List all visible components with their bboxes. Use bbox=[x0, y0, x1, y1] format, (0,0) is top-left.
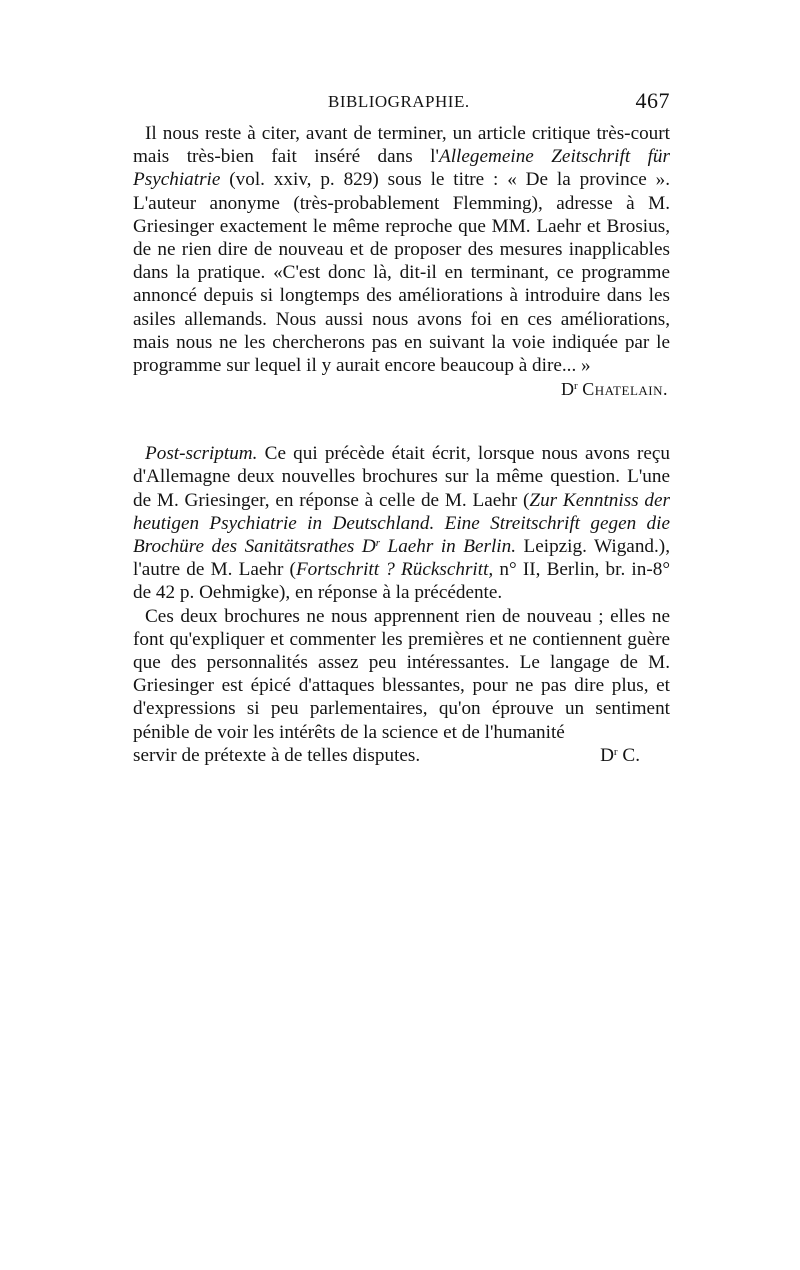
paragraph-text: Ces deux brochures ne nous apprennent rien de nouveau ; elles ne font qu'expliquer et commenter les premières et ne contiennent guère que des personnalités assez peu intéressantes. Le langage de M. Griesinger est épicé d'attaques blessantes, pour ne pas dire plus, et d'expressions si peu parlementaires, qu'on éprouve un sentiment pénible de voir les intérêts de la science et de l'humanité bbox=[133, 605, 670, 743]
page bbox=[133, 88, 670, 767]
brochure-title-end: Laehr in Berlin. bbox=[380, 536, 517, 558]
closing-line bbox=[133, 744, 670, 767]
paragraph-text: Ce qui précède était écrit, lorsque nous avons reçu d'Allemagne deux nouvelles brochures sur la même question. L'une de M. Griesinger, en réponse à celle de M. Laehr ( bbox=[133, 443, 670, 511]
paragraph-text: n° II, Berlin, br. in-8° de 42 p. Oehmigke), en réponse à la précédente. bbox=[133, 559, 670, 604]
signature-chatelain bbox=[133, 377, 670, 401]
brochure-title-sup: r bbox=[375, 537, 381, 550]
journal-title: Allegemeine Zeitschrift für Psychiatrie bbox=[133, 146, 670, 191]
paragraph-text: Leipzig. Wigand.), l'autre de M. Laehr ( bbox=[133, 536, 670, 581]
signature-title: D bbox=[561, 379, 575, 400]
paragraph-text: (vol. xxiv, p. 829) sous le titre : « De la province ». L'auteur anonyme (très-probablement Flemming), adresse à M. Griesinger exactement le même reproche que MM. Laehr et Brosius, de ne rien dire de nouveau et de proposer des mesures inapplicables dans la pratique. «C'est donc là, dit-il en terminant, ce programme annoncé depuis si longtemps des améliorations à introduire dans les asiles allemands. Nous aussi nous avons foi en ces améliorations, mais nous ne les chercherons pas en suivant la voie indiquée par le programme sur lequel il y aurait encore beaucoup à dire... » bbox=[133, 169, 670, 377]
running-title: BIBLIOGRAPHIE. bbox=[328, 92, 470, 111]
signature-title-sup: r bbox=[613, 745, 618, 758]
brochure-title-text: Zur Kenntniss der heutigen Psychiatrie in Deutschland. Eine Streitschrift gegen die Brochüre des Sanitätsrathes D bbox=[133, 489, 670, 558]
running-head bbox=[133, 88, 670, 122]
paragraph-conclusion bbox=[133, 605, 670, 744]
post-scriptum-label: Post-scriptum. bbox=[145, 443, 258, 465]
closing-text: servir de prétexte à de telles disputes. bbox=[133, 744, 421, 766]
signature-name: C. bbox=[617, 744, 640, 766]
page-number: 467 bbox=[635, 88, 670, 113]
paragraph-text: Il nous reste à citer, avant de terminer, un article critique très-court mais très-bien fait inséré dans l' bbox=[133, 123, 670, 168]
paragraph-post-scriptum bbox=[133, 442, 670, 604]
signature-title: D bbox=[600, 744, 614, 766]
section-gap bbox=[133, 401, 670, 442]
signature-title-sup: r bbox=[574, 380, 578, 393]
brochure-title-laehr: Fortschritt ? Rückschritt, bbox=[295, 559, 494, 581]
paragraph-article-critique bbox=[133, 122, 670, 377]
signature-name: Chatelain. bbox=[582, 379, 668, 400]
signature-c bbox=[600, 744, 670, 767]
